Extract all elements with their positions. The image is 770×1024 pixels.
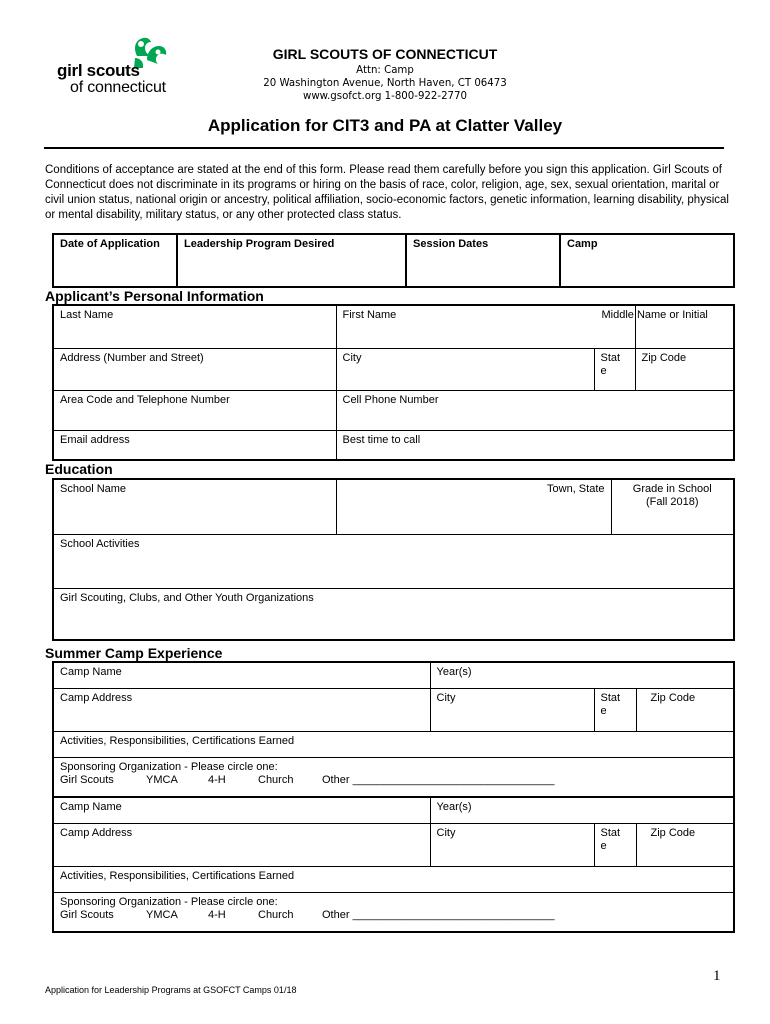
city-field[interactable]: City [336, 348, 594, 390]
school-name-field[interactable]: School Name [53, 479, 336, 534]
camp-activities-field-2[interactable]: Activities, Responsibilities, Certifications Earned [53, 866, 734, 892]
sponsor-field-2[interactable] [53, 892, 734, 932]
personal-info-heading: Applicant’s Personal Information [45, 288, 264, 304]
state-field[interactable] [594, 348, 635, 390]
email-field[interactable]: Email address [53, 430, 336, 460]
grade-field[interactable] [611, 479, 734, 534]
camp-address-field-2[interactable]: Camp Address [53, 823, 430, 866]
org-contact: www.gsofct.org 1-800-922-2770 [303, 91, 467, 102]
opt-other-1[interactable]: Other _________________________________ [322, 773, 555, 786]
camp-state-field-1[interactable] [594, 688, 636, 731]
middle-name-label: Middle Name or Initial [601, 309, 708, 321]
logo-text-line1: girl scouts [57, 61, 140, 80]
education-heading: Education [45, 461, 113, 477]
page-title: Application for CIT3 and PA at Clatter Valley [207, 116, 563, 135]
grade-label-b: (Fall 2018) [645, 496, 699, 508]
camp-activities-field-1[interactable]: Activities, Responsibilities, Certifications Earned [53, 731, 734, 757]
opt-girl-scouts-2[interactable]: Girl Scouts [60, 908, 114, 921]
middle-name-field[interactable] [601, 305, 734, 348]
camp-state-label-b-1: e [600, 704, 607, 717]
sponsor-label-2: Sponsoring Organization - Please circle one: [60, 895, 278, 908]
page-number: 1 [713, 968, 721, 984]
opt-4h-2[interactable]: 4-H [208, 908, 226, 921]
camp-name-field-1[interactable]: Camp Name [53, 662, 430, 688]
camp-address-field-1[interactable]: Camp Address [53, 688, 430, 731]
camp-field[interactable]: Camp [560, 234, 734, 287]
camp-city-field-2[interactable]: City [430, 823, 594, 866]
first-name-field[interactable]: First Name [336, 305, 635, 348]
opt-church-1[interactable]: Church [258, 773, 294, 786]
opt-ymca-1[interactable]: YMCA [146, 773, 178, 786]
personal-info-table [52, 304, 735, 461]
zip-field[interactable]: Zip Code [635, 348, 734, 390]
cell-phone-field[interactable]: Cell Phone Number [336, 390, 734, 430]
org-header [200, 46, 570, 103]
camp-name-field-2[interactable]: Camp Name [53, 797, 430, 823]
years-field-1[interactable]: Year(s) [430, 662, 734, 688]
camp-city-field-1[interactable]: City [430, 688, 594, 731]
camp-state-label-b-2: e [600, 839, 607, 852]
logo-text-line2: of connecticut [70, 79, 166, 96]
school-activities-field[interactable]: School Activities [53, 534, 734, 588]
program-table [52, 233, 735, 288]
session-dates-field[interactable]: Session Dates [406, 234, 560, 287]
state-label-a: Stat [600, 351, 621, 364]
camp-experience-heading: Summer Camp Experience [45, 645, 223, 661]
camp-state-field-2[interactable] [594, 823, 636, 866]
intro-paragraph: Conditions of acceptance are stated at the end of this form. Please read them carefully before you sign this application. Girl Scouts of Connecticut does not discriminate in its programs or hiring on the basis of race, color, religion, age, sex, sexual orientation, marital or civil union status, national origin or ancestry, political affiliation, socio-economic factors, genetic information, learning disability, physical or mental disability, military status, or any other protected class status. [45, 164, 729, 221]
best-time-field[interactable]: Best time to call [336, 430, 734, 460]
opt-girl-scouts-1[interactable]: Girl Scouts [60, 773, 114, 786]
youth-orgs-field[interactable]: Girl Scouting, Clubs, and Other Youth Organizations [53, 588, 734, 640]
opt-ymca-2[interactable]: YMCA [146, 908, 178, 921]
org-name: GIRL SCOUTS OF CONNECTICUT [272, 46, 498, 62]
opt-4h-1[interactable]: 4-H [208, 773, 226, 786]
opt-church-2[interactable]: Church [258, 908, 294, 921]
date-of-application-field[interactable]: Date of Application [53, 234, 177, 287]
phone-field[interactable]: Area Code and Telephone Number [53, 390, 336, 430]
camp-state-label-a-1: Stat [600, 691, 621, 704]
years-field-2[interactable]: Year(s) [430, 797, 734, 823]
leadership-program-field[interactable]: Leadership Program Desired [177, 234, 406, 287]
gsofct-logo [55, 36, 180, 98]
org-attn: Attn: Camp [356, 65, 414, 76]
camp-zip-field-1[interactable]: Zip Code [636, 688, 734, 731]
sponsor-field-1[interactable] [53, 757, 734, 797]
town-state-field[interactable]: Town, State [336, 479, 611, 534]
address-field[interactable]: Address (Number and Street) [53, 348, 336, 390]
education-table [52, 478, 735, 641]
sponsor-label-1: Sponsoring Organization - Please circle one: [60, 760, 278, 773]
footer-text: Application for Leadership Programs at GSOFCT Camps 01/18 [45, 985, 297, 995]
title-divider [44, 147, 724, 149]
camp-experience-table [52, 661, 735, 933]
state-label-b: e [600, 364, 607, 377]
last-name-field[interactable]: Last Name [53, 305, 336, 348]
org-address: 20 Washington Avenue, North Haven, CT 06473 [263, 78, 507, 89]
camp-zip-field-2[interactable]: Zip Code [636, 823, 734, 866]
opt-other-2[interactable]: Other _________________________________ [322, 908, 555, 921]
camp-state-label-a-2: Stat [600, 826, 621, 839]
grade-label-a: Grade in School [632, 483, 712, 495]
